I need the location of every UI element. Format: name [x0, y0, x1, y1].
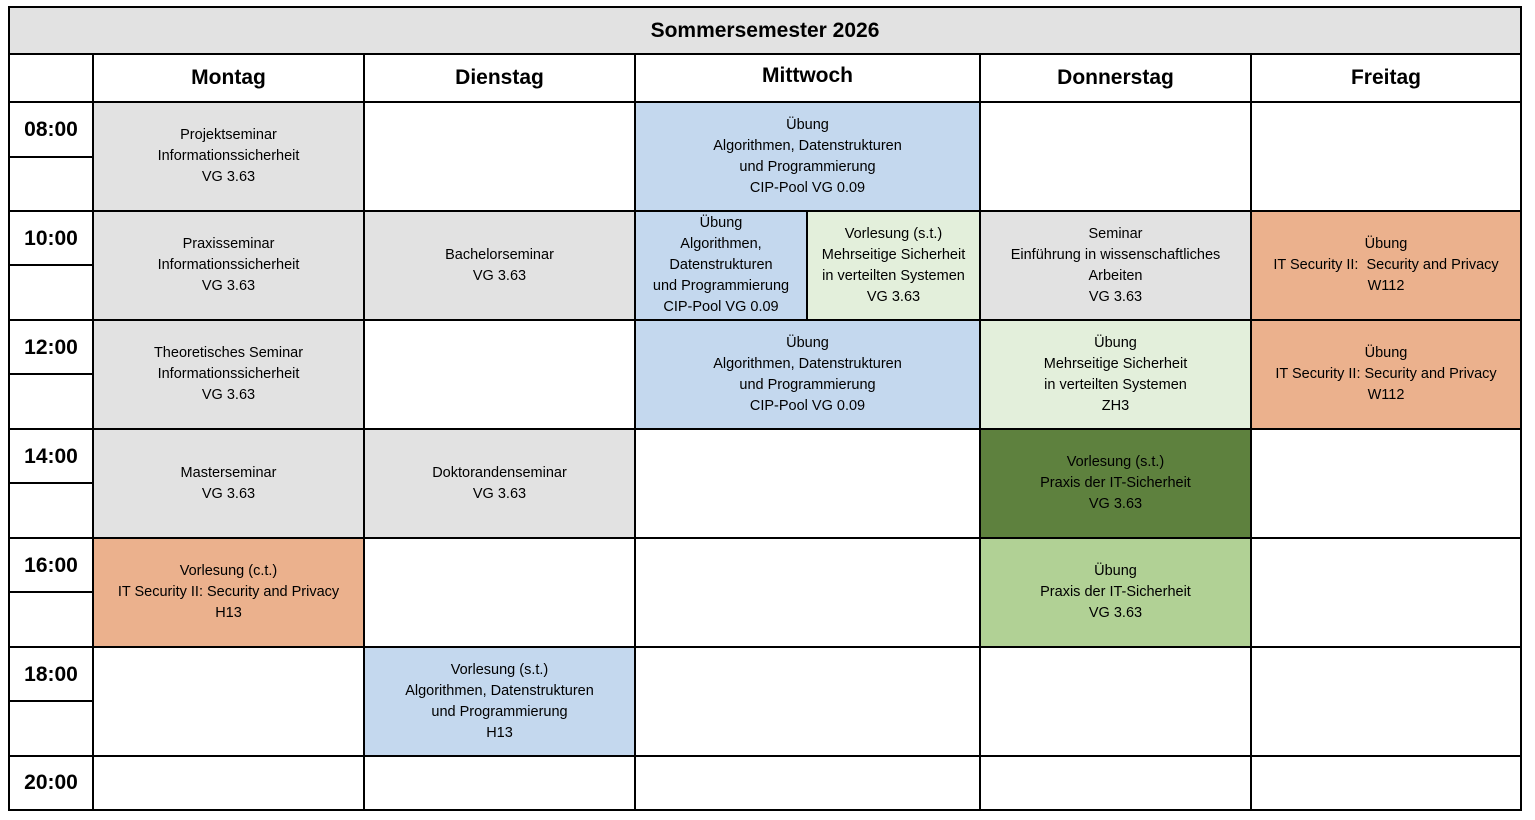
empty-slot — [363, 101, 636, 212]
day-header-mittwoch: Mittwoch — [634, 53, 981, 103]
event-room: CIP-Pool VG 0.09 — [663, 299, 779, 315]
empty-slot — [92, 755, 365, 811]
event-line: Übung — [1364, 236, 1408, 252]
event-montag-0800[interactable] — [92, 101, 365, 212]
empty-slot — [979, 646, 1252, 757]
event-line: und Programmierung — [739, 158, 876, 175]
empty-slot — [92, 646, 365, 757]
empty-slot — [979, 101, 1252, 212]
event-room: VG 3.63 — [201, 169, 256, 185]
time-divider — [8, 591, 94, 593]
time-divider — [8, 482, 94, 484]
event-line: Übung — [699, 215, 743, 231]
event-montag-1000[interactable] — [92, 210, 365, 321]
time-label-1000: 10:00 — [8, 210, 94, 321]
event-line: Vorlesung (s.t.) — [844, 225, 943, 242]
event-line: Bachelorseminar — [445, 246, 554, 263]
event-line: Vorlesung (c.t.) — [179, 563, 278, 579]
event-room: W112 — [1367, 387, 1405, 403]
event-montag-1600[interactable] — [92, 537, 365, 648]
event-line: Masterseminar — [180, 464, 277, 481]
event-mittwoch-1000-vorlesung[interactable] — [806, 210, 981, 321]
time-label-2000: 20:00 — [8, 755, 94, 811]
event-line: Übung — [1094, 563, 1137, 579]
event-line: Vorlesung (s.t.) — [1066, 454, 1165, 470]
empty-slot — [1250, 755, 1522, 811]
event-room: CIP-Pool VG 0.09 — [749, 397, 866, 414]
event-room: VG 3.63 — [472, 267, 527, 284]
event-line: Projektseminar — [180, 127, 277, 143]
time-divider — [8, 373, 94, 375]
time-label-1600: 16:00 — [8, 537, 94, 648]
empty-slot — [979, 755, 1252, 811]
event-room: VG 3.63 — [201, 387, 256, 403]
event-line: Übung — [786, 116, 829, 133]
event-line: Informationssicherheit — [157, 148, 300, 164]
event-freitag-1200[interactable] — [1250, 319, 1522, 430]
time-label-1200: 12:00 — [8, 319, 94, 430]
time-divider — [8, 156, 94, 158]
event-donnerstag-1400[interactable] — [979, 428, 1252, 539]
event-line: Doktorandenseminar — [432, 464, 567, 481]
empty-slot — [363, 755, 636, 811]
empty-slot — [1250, 101, 1522, 212]
event-line: Mehrseitige Sicherheit — [821, 246, 966, 263]
event-mittwoch-0800[interactable] — [634, 101, 981, 212]
time-label-0800: 08:00 — [8, 101, 94, 212]
event-line: in verteilten Systemen — [822, 267, 965, 284]
time-divider — [8, 264, 94, 266]
event-room: ZH3 — [1101, 397, 1130, 414]
empty-slot — [363, 319, 636, 430]
event-line: Praxis der IT-Sicherheit — [1040, 584, 1191, 600]
event-room: VG 3.63 — [1088, 288, 1143, 305]
empty-slot — [634, 428, 981, 539]
event-dienstag-1800[interactable] — [363, 646, 636, 757]
empty-slot — [634, 646, 981, 757]
event-line: IT Security II: Security and Privacy — [117, 584, 340, 600]
event-line: und Programmierung — [431, 703, 568, 720]
event-montag-1200[interactable] — [92, 319, 365, 430]
event-line: Seminar — [1088, 225, 1143, 242]
event-mittwoch-1000-uebung[interactable] — [634, 210, 808, 321]
event-room: CIP-Pool VG 0.09 — [749, 179, 866, 196]
event-mittwoch-1200[interactable] — [634, 319, 981, 430]
event-dienstag-1000[interactable] — [363, 210, 636, 321]
event-line: in verteilten Systemen — [1044, 376, 1187, 393]
empty-slot — [1250, 537, 1522, 648]
time-divider — [8, 700, 94, 702]
corner-cell — [8, 53, 94, 103]
event-line: Algorithmen, Datenstrukturen — [405, 682, 594, 699]
event-line: Algorithmen, Datenstrukturen — [713, 137, 902, 154]
day-header-dienstag: Dienstag — [363, 53, 636, 103]
event-room: VG 3.63 — [1088, 496, 1143, 512]
event-room: VG 3.63 — [201, 485, 256, 502]
event-line: Informationssicherheit — [157, 366, 300, 382]
event-room: VG 3.63 — [866, 288, 921, 305]
empty-slot — [363, 537, 636, 648]
event-line: Übung — [1094, 334, 1137, 351]
event-line: Algorithmen, — [680, 236, 762, 252]
event-line: Theoretisches Seminar — [153, 345, 304, 361]
event-line: Datenstrukturen — [669, 257, 773, 273]
event-room: W112 — [1367, 278, 1405, 294]
event-donnerstag-1200[interactable] — [979, 319, 1252, 430]
day-header-donnerstag: Donnerstag — [979, 53, 1252, 103]
event-freitag-1000[interactable] — [1250, 210, 1522, 321]
event-line: und Programmierung — [739, 376, 876, 393]
event-line: Praxisseminar — [182, 236, 275, 252]
event-line: Mehrseitige Sicherheit — [1043, 355, 1188, 372]
day-header-freitag: Freitag — [1250, 53, 1522, 103]
event-room: H13 — [486, 724, 513, 741]
event-line: Übung — [786, 334, 829, 351]
event-line: Informationssicherheit — [157, 257, 300, 273]
event-room: VG 3.63 — [1088, 605, 1143, 621]
event-line: IT Security II: Security and Privacy — [1275, 366, 1497, 382]
event-room: VG 3.63 — [201, 278, 256, 294]
event-line: und Programmierung — [652, 278, 790, 294]
time-label-1800: 18:00 — [8, 646, 94, 757]
time-label-1400: 14:00 — [8, 428, 94, 539]
empty-slot — [634, 537, 981, 648]
empty-slot — [1250, 646, 1522, 757]
event-dienstag-1400[interactable] — [363, 428, 636, 539]
event-line: Vorlesung (s.t.) — [450, 661, 549, 678]
event-donnerstag-1000[interactable] — [979, 210, 1252, 321]
event-line: Algorithmen, Datenstrukturen — [713, 355, 902, 372]
empty-slot — [1250, 428, 1522, 539]
timetable-title: Sommersemester 2026 — [8, 6, 1522, 55]
event-line: Arbeiten — [1088, 267, 1143, 284]
event-montag-1400[interactable] — [92, 428, 365, 539]
event-donnerstag-1600[interactable] — [979, 537, 1252, 648]
event-room: VG 3.63 — [472, 485, 527, 502]
event-line: Einführung in wissenschaftliches — [1010, 246, 1221, 263]
event-line: Übung — [1364, 345, 1408, 361]
empty-slot — [634, 755, 981, 811]
event-room: H13 — [215, 605, 242, 621]
day-header-montag: Montag — [92, 53, 365, 103]
event-line: Praxis der IT-Sicherheit — [1040, 475, 1191, 491]
event-line: IT Security II: Security and Privacy — [1273, 257, 1499, 273]
